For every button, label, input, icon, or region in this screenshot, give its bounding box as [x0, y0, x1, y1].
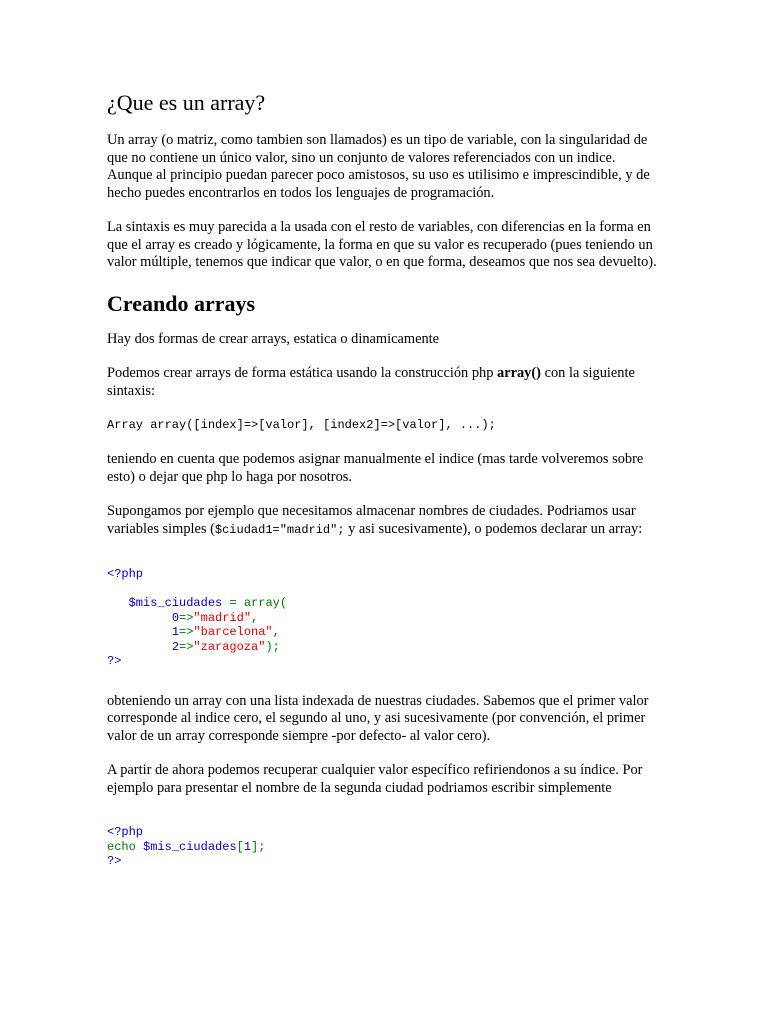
code-index: 1 [171, 625, 180, 639]
code-string: "barcelona" [193, 625, 273, 639]
syntax-line: Array array([index]=>[valor], [index2]=>[valor], ...); [107, 418, 496, 432]
code-index: 1 [243, 839, 252, 854]
code-string: "zaragoza" [193, 639, 266, 654]
code-index: 2 [171, 639, 180, 654]
php-close-tag: ?> [107, 654, 122, 668]
paragraph-sintaxis: La sintaxis es muy parecida a la usada con el resto de variables, con diferencias en la forma en que el array es creado y lógicamente, la forma en que su valor es recuperado (pues teniendo un valor múltiple, tenemos que indicar que valor, o en que forma, deseamos que nos sea devuelto). [107, 219, 657, 270]
code-operator: = [222, 596, 244, 610]
code-punct: [ [236, 839, 244, 854]
heading-que-es-un-array: ¿Que es un array? [107, 90, 266, 115]
code-variable: $mis_ciudades [143, 839, 237, 854]
code-variable: $mis_ciudades [128, 596, 223, 610]
code-block-echo [107, 825, 663, 869]
paragraph-definicion: Un array (o matriz, como tambien son llamados) es un tipo de variable, con la singularidad de que no contiene un único valor, sino un conjunto de valores referenciados con un indice. Aunque al principio puedan parecer poco amistosos, su uso es utilisimo e imprescindible, y de hecho puedes encontrarlos en todos los lenguajes de programación. [107, 132, 650, 201]
text-segment: Supongamos por ejemplo que necesitamos almacenar nombres de ciudades. Podriamos usar variables simples ( [107, 503, 636, 537]
code-punct: ); [265, 639, 280, 654]
php-open-tag: <?php [107, 825, 144, 839]
code-string: "madrid" [193, 610, 252, 625]
paragraph-lista-indexada: obteniendo un array con una lista indexada de nuestras ciudades. Sabemos que el primer valor corresponde al indice cero, el segundo al uno, y asi sucesivamente (por convención, el primer valor de un array corresponde siempre -por defecto- al valor cero). [107, 692, 649, 744]
text-segment: y asi sucesivamente), o podemos declarar un array: [344, 520, 643, 537]
code-echo: echo [107, 839, 144, 854]
code-arrow: => [179, 625, 194, 639]
bold-array-construct: array() [497, 365, 541, 381]
document-content [107, 88, 663, 893]
code-punct: ]; [251, 839, 266, 854]
php-open-tag: <?php [107, 567, 144, 581]
code-punct: , [251, 610, 259, 625]
heading-creando-arrays: Creando arrays [107, 290, 256, 316]
code-index: 0 [171, 610, 180, 625]
text-segment: con la siguiente sintaxis: [107, 365, 635, 399]
php-close-tag: ?> [107, 854, 122, 868]
text-segment: Podemos crear arrays de forma estática usando la construcción php [107, 365, 498, 381]
code-punct: , [272, 625, 280, 639]
paragraph-ejemplo-ciudades [107, 503, 663, 539]
paragraph-recuperar-valor: A partir de ahora podemos recuperar cualquier valor específico refiriendonos a su índice. Por ejemplo para presentar el nombre de la segunda ciudad podriamos escribir simplemente [107, 762, 643, 796]
code-arrow: => [179, 639, 194, 654]
paragraph-indice-manual: teniendo en cuenta que podemos asignar manualmente el indice (mas tarde volveremos sobre esto) o dejar que php lo haga por nosotros. [107, 451, 644, 485]
inline-code: $ciudad1="madrid"; [214, 522, 345, 537]
code-function: array( [243, 596, 288, 610]
code-block-array-declaration [107, 567, 663, 669]
paragraph-dos-formas: Hay dos formas de crear arrays, estatica o dinamicamente [107, 330, 440, 347]
code-arrow: => [179, 610, 194, 625]
paragraph-forma-estatica [107, 365, 663, 400]
